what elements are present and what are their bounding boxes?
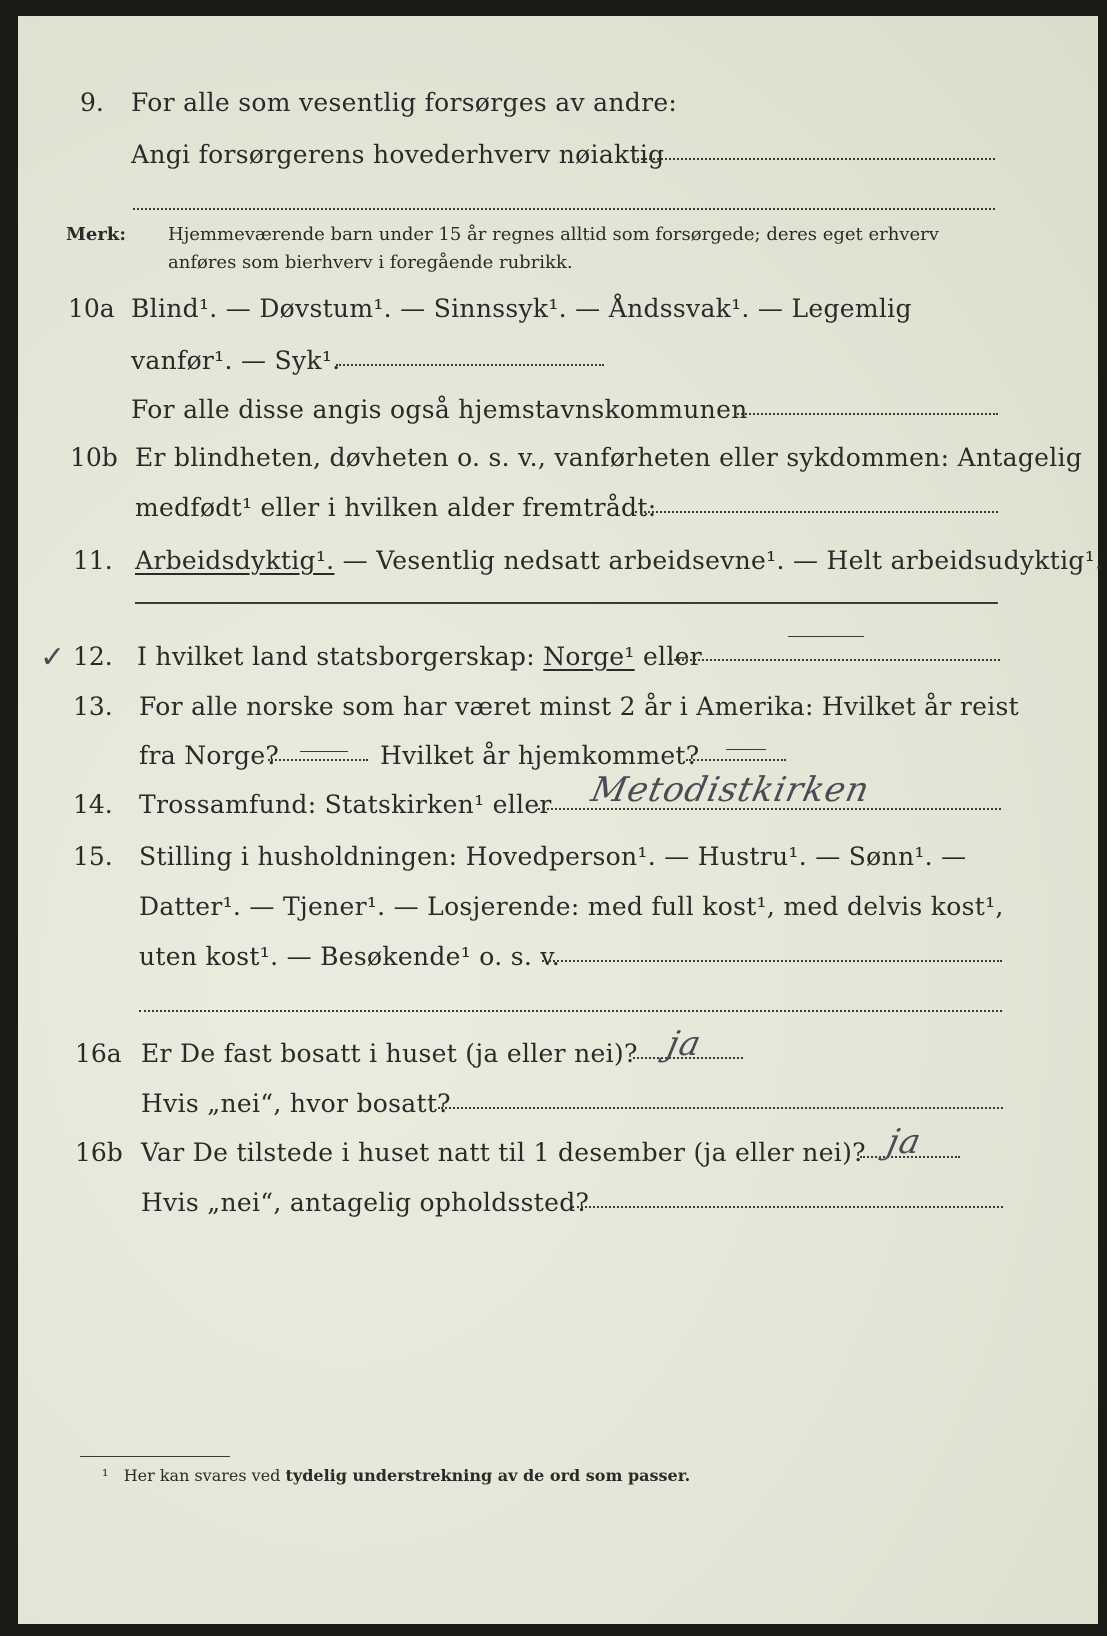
q12-answer-line bbox=[670, 659, 1000, 661]
q13-line1: For alle norske som har været minst 2 år i Amerika: Hvilket år reist bbox=[139, 692, 1020, 721]
q9-line2: Angi forsørgerens hovederhverv nøiaktig bbox=[131, 140, 665, 169]
q13-line2b: Hvilket år hjemkommet? bbox=[380, 741, 700, 770]
q10a-number: 10a bbox=[68, 294, 115, 323]
q10b-number: 10b bbox=[70, 443, 118, 472]
q13-line2a: fra Norge? bbox=[139, 741, 280, 770]
q10a-answer-line2 bbox=[734, 413, 998, 415]
q12-dash-mark bbox=[788, 636, 864, 637]
q16b-answer-line2 bbox=[572, 1206, 1003, 1208]
q16b-number: 16b bbox=[75, 1138, 123, 1167]
q15-answer-line bbox=[542, 960, 1002, 962]
q16a-line2: Hvis „nei“, hvor bosatt? bbox=[141, 1089, 451, 1118]
form-page bbox=[18, 16, 1104, 1624]
q11-number: 11. bbox=[73, 546, 113, 575]
q13-number: 13. bbox=[73, 692, 113, 721]
q10b-answer-line bbox=[635, 511, 998, 513]
q14-answer: Metodistkirken bbox=[587, 770, 874, 810]
q10a-answer-line bbox=[336, 364, 604, 366]
q13-dash2 bbox=[726, 749, 766, 750]
q16b-line1: Var De tilstede i huset natt til 1 desember (ja eller nei)? bbox=[141, 1138, 866, 1167]
q10b-line2: medfødt¹ eller i hvilken alder fremtrådt: bbox=[135, 493, 657, 522]
q15-line1: Stilling i husholdningen: Hovedperson¹. — Hustru¹. — Sønn¹. — bbox=[139, 842, 967, 871]
q16a-line1: Er De fast bosatt i huset (ja eller nei)? bbox=[141, 1039, 638, 1068]
q9-answer-line bbox=[633, 158, 995, 160]
q14-line: Trossamfund: Statskirken¹ eller bbox=[139, 790, 552, 819]
merk-line1: Hjemmeværende barn under 15 år regnes alltid som forsørgede; deres eget erhverv bbox=[168, 224, 939, 245]
q16b-answer: ja bbox=[883, 1122, 926, 1162]
q13-dash1 bbox=[300, 751, 348, 752]
q9-line1: For alle som vesentlig forsørges av andre: bbox=[131, 88, 678, 117]
footnote-mark: ¹ bbox=[102, 1466, 109, 1485]
q16a-answer-line2 bbox=[438, 1107, 1003, 1109]
q12-line: I hvilket land statsborgerskap: Norge¹ eller bbox=[137, 642, 702, 671]
q15-answer-line2 bbox=[139, 1010, 1002, 1012]
q11-option-arbeidsdyktig: Arbeidsdyktig¹. bbox=[135, 546, 335, 575]
q9-answer-line2 bbox=[133, 208, 995, 210]
q10a-line3: For alle disse angis også hjemstavnskommunen bbox=[131, 395, 748, 424]
q11-rest: — Vesentlig nedsatt arbeidsevne¹. — Helt arbeidsudyktig¹. bbox=[334, 546, 1104, 575]
merk-line2: anføres som bierhverv i foregående rubrikk. bbox=[168, 252, 573, 273]
merk-label: Merk: bbox=[66, 224, 126, 245]
q14-number: 14. bbox=[73, 790, 113, 819]
q16b-line2: Hvis „nei“, antagelig opholdssted? bbox=[141, 1188, 590, 1217]
q13-answer-line1 bbox=[268, 759, 368, 761]
q11-line bbox=[135, 546, 1103, 575]
q13-answer-line2 bbox=[686, 759, 786, 761]
q10a-line1: Blind¹. — Døvstum¹. — Sinnssyk¹. — Åndssvak¹. — Legemlig bbox=[131, 294, 912, 323]
q15-line2: Datter¹. — Tjener¹. — Losjerende: med full kost¹, med delvis kost¹, bbox=[139, 892, 1004, 921]
q11-answer-line bbox=[135, 602, 998, 604]
check-mark: ✓ bbox=[40, 640, 66, 675]
q12-number: 12. bbox=[73, 642, 113, 671]
q9-number: 9. bbox=[80, 88, 104, 117]
q16a-number: 16a bbox=[75, 1039, 122, 1068]
q16a-answer: ja bbox=[663, 1024, 706, 1064]
q10a-line2: vanfør¹. — Syk¹. bbox=[131, 346, 341, 375]
footnote-rule bbox=[80, 1456, 230, 1457]
q10b-line1: Er blindheten, døvheten o. s. v., vanførheten eller sykdommen: Antagelig bbox=[135, 443, 1083, 472]
footnote: ¹ Her kan svares ved tydelig understrekning av de ord som passer. bbox=[102, 1466, 691, 1485]
q15-line3: uten kost¹. — Besøkende¹ o. s. v. bbox=[139, 942, 561, 971]
q12-norge: Norge¹ bbox=[543, 642, 635, 671]
q15-number: 15. bbox=[73, 842, 113, 871]
